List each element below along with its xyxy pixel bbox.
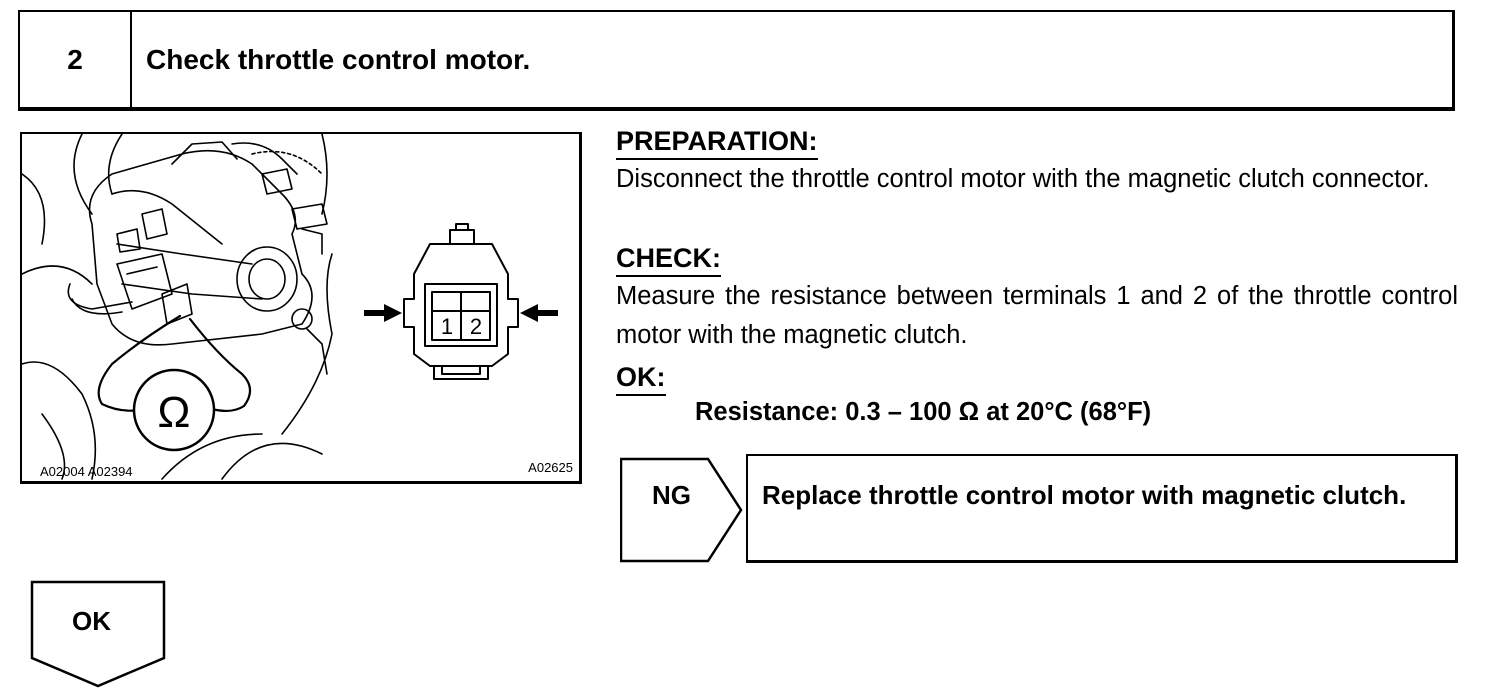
check-section — [616, 243, 1458, 355]
ng-label: NG — [652, 480, 691, 510]
figure-code-left: A02004 A02394 — [40, 464, 133, 479]
terminal-2-label: 2 — [469, 314, 483, 339]
ok-heading: OK: — [616, 362, 666, 396]
terminal-1-label: 1 — [440, 314, 454, 339]
ohm-symbol: Ω — [157, 388, 191, 437]
step-number: 2 — [20, 12, 132, 107]
figure-code-right: A02625 — [528, 460, 573, 475]
illustration-figure — [20, 132, 582, 484]
throttle-motor-illustration — [22, 134, 582, 484]
ng-branch-box — [620, 456, 745, 564]
connector-icon — [404, 224, 518, 379]
preparation-section — [616, 126, 1458, 199]
step-title: Check throttle control motor. — [146, 43, 531, 75]
check-text: Measure the resistance between terminals 1 and 2 of the throttle control motor with the magnetic clutch. — [616, 282, 1458, 350]
ok-branch-box — [30, 580, 166, 688]
preparation-heading: PREPARATION: — [616, 126, 818, 160]
ok-label: OK — [72, 606, 111, 636]
ng-action-box: Replace throttle control motor with magnetic clutch. — [746, 454, 1458, 563]
ok-spec-section — [616, 362, 1458, 396]
preparation-text: Disconnect the throttle control motor with the magnetic clutch connector. — [616, 165, 1430, 194]
step-header — [18, 10, 1455, 111]
resistance-spec: Resistance: 0.3 – 100 Ω at 20°C (68°F) — [695, 398, 1152, 426]
check-heading: CHECK: — [616, 243, 721, 277]
